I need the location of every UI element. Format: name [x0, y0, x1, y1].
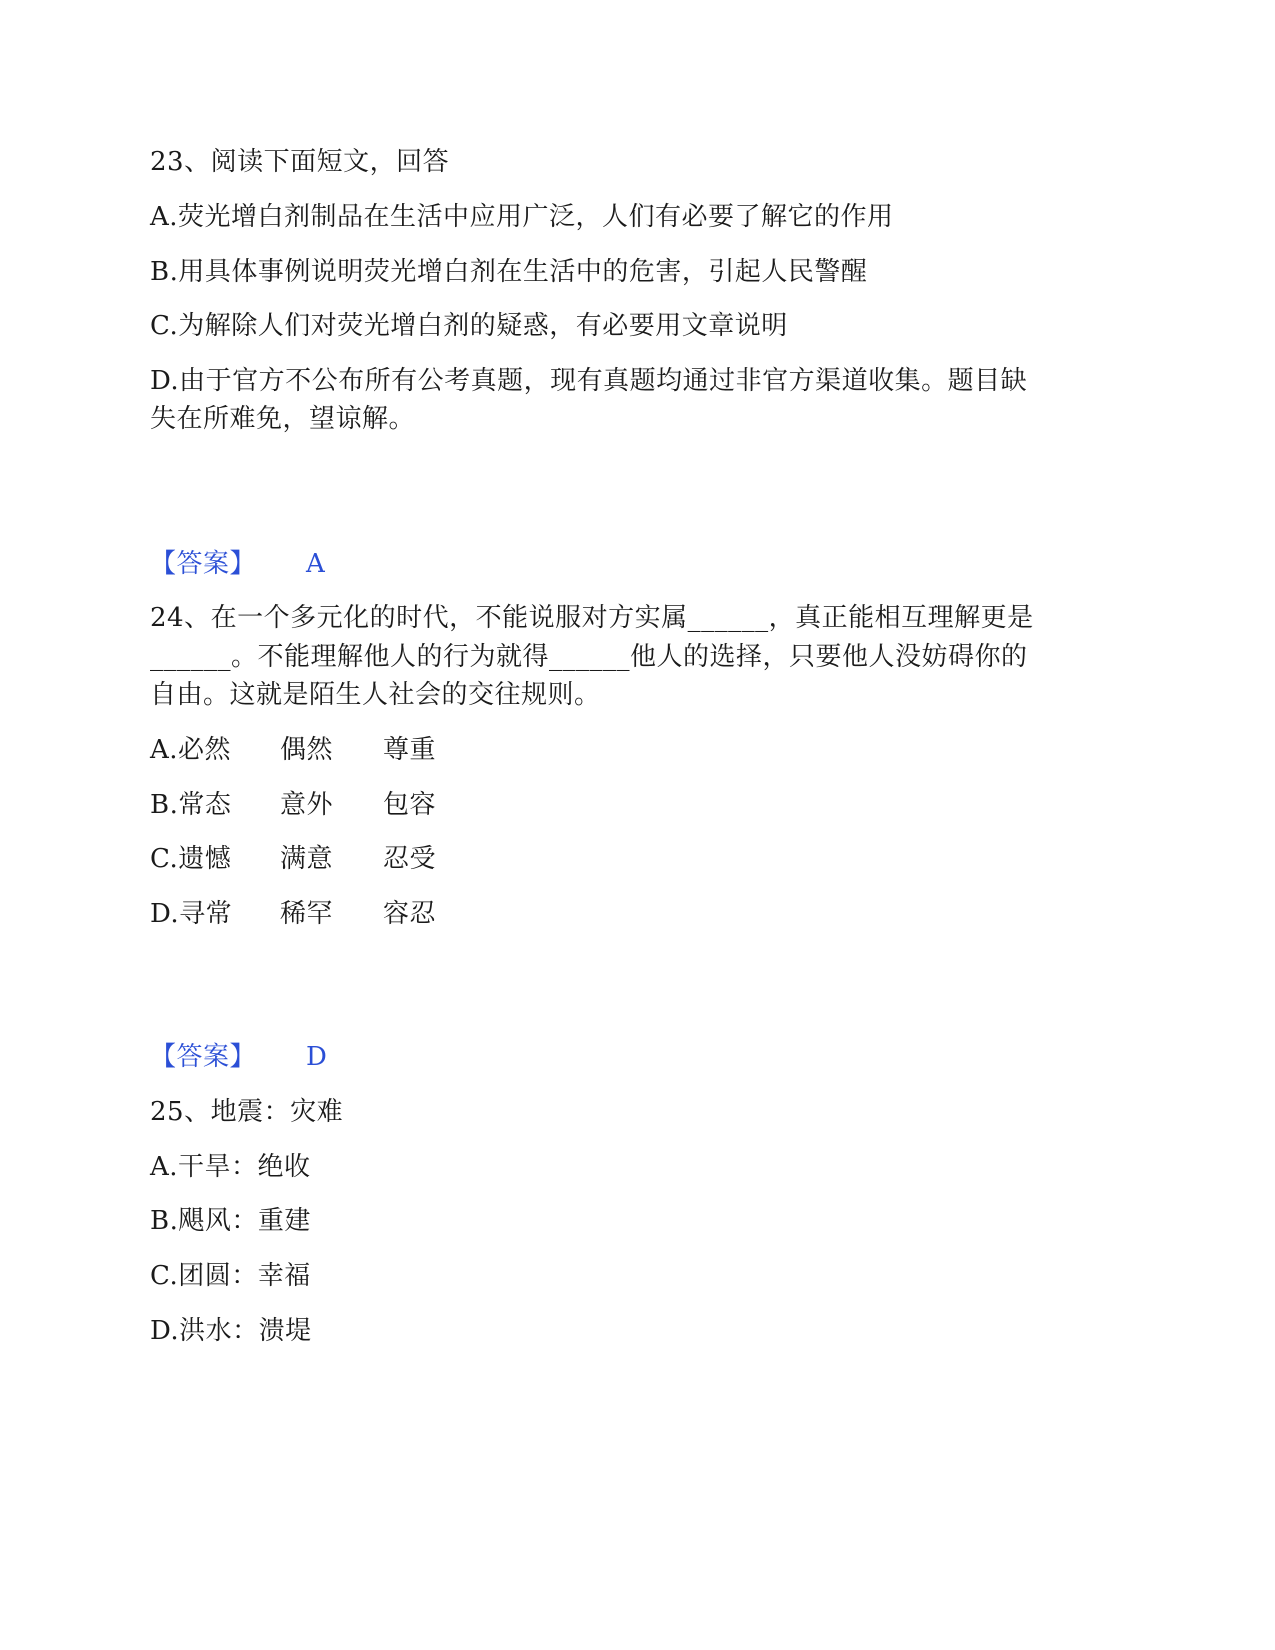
option-word-1: A.必然 — [150, 735, 232, 765]
question-23-option-a: A.荧光增白剂制品在生活中应用广泛，人们有必要了解它的作用 — [150, 202, 894, 232]
question-23-option-b: B.用具体事例说明荧光增白剂在生活中的危害，引起人民警醒 — [150, 257, 868, 287]
option-word-2: 意外 — [280, 790, 334, 820]
option-word-2: 稀罕 — [280, 899, 334, 929]
option-word-1: D.寻常 — [150, 899, 233, 929]
question-24-option-a — [150, 730, 436, 770]
question-24-stem-line-2: ______。不能理解他人的行为就得______他人的选择，只要他人没妨碍你的 — [150, 642, 1028, 672]
option-word-3: 忍受 — [383, 844, 437, 874]
question-25-stem: 25、地震：灾难 — [150, 1097, 344, 1127]
option-word-3: 容忍 — [383, 899, 437, 929]
question-24-answer — [150, 1037, 327, 1077]
option-word-2: 偶然 — [280, 735, 334, 765]
question-25-option-b: B.飓风：重建 — [150, 1206, 311, 1236]
question-23-option-d: D.由于官方不公布所有公考真题，现有真题均通过非官方渠道收集。题目缺 — [150, 366, 1028, 396]
question-25-option-c: C.团圆：幸福 — [150, 1261, 311, 1291]
option-word-1: B.常态 — [150, 790, 232, 820]
question-23-option-d-continued: 失在所难免，望谅解。 — [150, 404, 416, 434]
option-word-3: 尊重 — [383, 735, 437, 765]
question-24-stem-line-3: 自由。这就是陌生人社会的交往规则。 — [150, 680, 601, 710]
question-23-answer — [150, 544, 325, 584]
answer-label: 【答案】 — [150, 1042, 257, 1072]
question-24-option-c — [150, 839, 436, 879]
answer-value: A — [306, 549, 326, 579]
question-25-option-a: A.干旱：绝收 — [150, 1152, 311, 1182]
option-word-3: 包容 — [383, 790, 437, 820]
question-24-stem-line-1: 24、在一个多元化的时代，不能说服对方实属______，真正能相互理解更是 — [150, 603, 1034, 633]
question-25-option-d: D.洪水：溃堤 — [150, 1316, 312, 1346]
question-23-option-c: C.为解除人们对荧光增白剂的疑惑，有必要用文章说明 — [150, 311, 788, 341]
answer-label: 【答案】 — [150, 549, 257, 579]
option-word-2: 满意 — [280, 844, 334, 874]
question-23-stem: 23、阅读下面短文，回答 — [150, 147, 450, 177]
answer-value: D — [306, 1042, 328, 1072]
option-word-1: C.遗憾 — [150, 844, 232, 874]
question-24-option-d — [150, 894, 436, 934]
question-24-option-b — [150, 785, 436, 825]
